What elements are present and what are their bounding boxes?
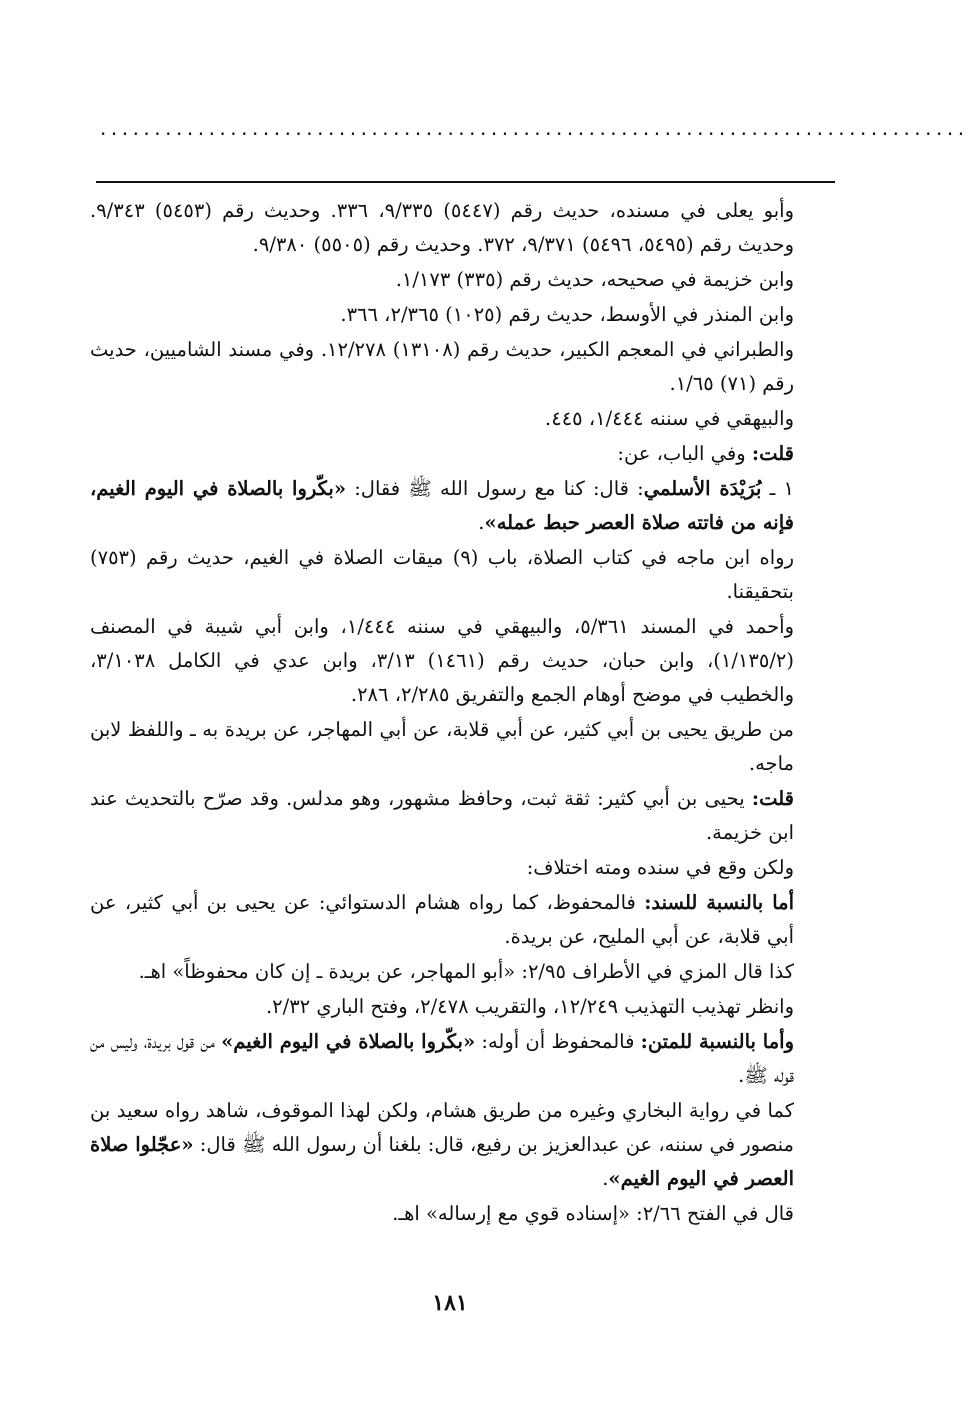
paragraph: قلت: يحيى بن أبي كثير: ثقة ثبت، وحافظ مشهور، وهو مدلس. وقد صرّح بالتحديث عند ابن خزيمة. <box>90 787 794 844</box>
page-number: ١٨١ <box>432 1290 468 1316</box>
paragraph: قلت: وفي الباب، عن: <box>617 442 794 465</box>
paragraph: والبيهقي في سننه ١/٤٤٤، ٤٤٥. <box>545 407 794 430</box>
dotted-separator: ................................................................................ <box>100 116 969 140</box>
paragraph: ولكن وقع في سنده ومته اختلاف: <box>526 856 794 879</box>
paragraph: كذا قال المزي في الأطراف ٢/٩٥: «أبو المهاجر، عن بريدة ـ إن كان محفوظاً» اهـ. <box>138 960 794 983</box>
paragraph: من طريق يحيى بن أبي كثير، عن أبي قلابة، عن أبي المهاجر، عن بريدة به ـ واللفظ لابن ماجه. <box>90 718 794 775</box>
paragraph: رواه ابن ماجه في كتاب الصلاة، باب (٩) ميقات الصلاة في الغيم، حديث رقم (٧٥٣) بتحقيقنا. <box>90 546 795 603</box>
narrator-name: بُرَيْدَة الأسلمي <box>643 477 762 500</box>
bold-label: قلت: <box>751 442 794 465</box>
bold-label: قلت: <box>751 787 794 810</box>
paragraph: والطبراني في المعجم الكبير، حديث رقم (١٣١٠٨) ١٢/٢٧٨. وفي مسند الشاميين، حديث رقم (٧١) ١/٦٥. <box>90 338 794 395</box>
paragraph: ١ ـ بُرَيْدَة الأسلمي: قال: كنا مع رسول الله ﷺ فقال: «بكّروا بالصلاة في اليوم الغيم، فإنه من فاتته صلاة العصر حبط عمله». <box>90 477 794 534</box>
paragraph: وابن خزيمة في صحيحه، حديث رقم (٣٣٥) ١/١٧٣. <box>395 268 794 291</box>
paragraph: وأحمد في المسند ٥/٣٦١، والبيهقي في سننه ١/٤٤٤، وابن أبي شيبة في المصنف (١/١٣٥/٢)، وابن حبان، حديث رقم (١٤٦١) ٣/١٣، وابن عدي في الكامل ٣/١٠٣٨، والخطيب في موضح أوهام الجمع والتفريق ٢/٢٨٥، ٢٨٦. <box>90 615 795 706</box>
paragraph: وانظر تهذيب التهذيب ١٢/٢٤٩، والتقريب ٢/٤٧٨، وفتح الباري ٢/٣٢. <box>265 995 794 1018</box>
paragraph: وأما بالنسبة للمتن: فالمحفوظ أن أوله: «بكّروا بالصلاة في اليوم الغيم» من قول بريدة، وليس من قوله ﷺ. <box>90 1030 794 1087</box>
bold-label: وأما بالنسبة للمتن: <box>640 1030 794 1053</box>
hadith-quote: «عجّلوا صلاة العصر في اليوم الغيم» <box>90 1133 794 1190</box>
footnote-rule <box>96 181 835 183</box>
paragraph: أما بالنسبة للسند: فالمحفوظ، كما رواه هشام الدستوائي: عن يحيى بن أبي كثير، عن أبي قلابة، عن أبي المليح، عن بريدة. <box>90 891 795 948</box>
paragraph: وابن المنذر في الأوسط، حديث رقم (١٠٢٥) ٢/٣٦٥، ٣٦٦. <box>340 303 794 326</box>
hadith-quote: «بكّروا بالصلاة في اليوم الغيم، فإنه من فاتته صلاة العصر حبط عمله» <box>90 477 794 534</box>
paragraph: وأبو يعلى في مسنده، حديث رقم (٥٤٤٧) ٩/٣٣٥، ٣٣٦. وحديث رقم (٥٤٥٣) ٩/٣٤٣. وحديث رقم (٥٤٩٥، ٥٤٩٦) ٩/٣٧١، ٣٧٢. وحديث رقم (٥٥٠٥) ٩/٣٨٠. <box>90 199 795 256</box>
bold-label: أما بالنسبة للسند: <box>644 891 795 914</box>
footnote-text <box>90 194 794 1232</box>
hadith-quote: «بكّروا بالصلاة في اليوم الغيم» <box>221 1030 476 1053</box>
paragraph: كما في رواية البخاري وغيره من طريق هشام، ولكن لهذا الموقوف، شاهد رواه سعيد بن منصور في سننه، عن عبدالعزيز بن رفيع، قال: بلغنا أن رسول الله ﷺ قال: «عجّلوا صلاة العصر في اليوم الغيم». <box>90 1099 794 1190</box>
paragraph: قال في الفتح ٢/٦٦: «إسناده قوي مع إرساله» اهـ. <box>392 1202 794 1225</box>
